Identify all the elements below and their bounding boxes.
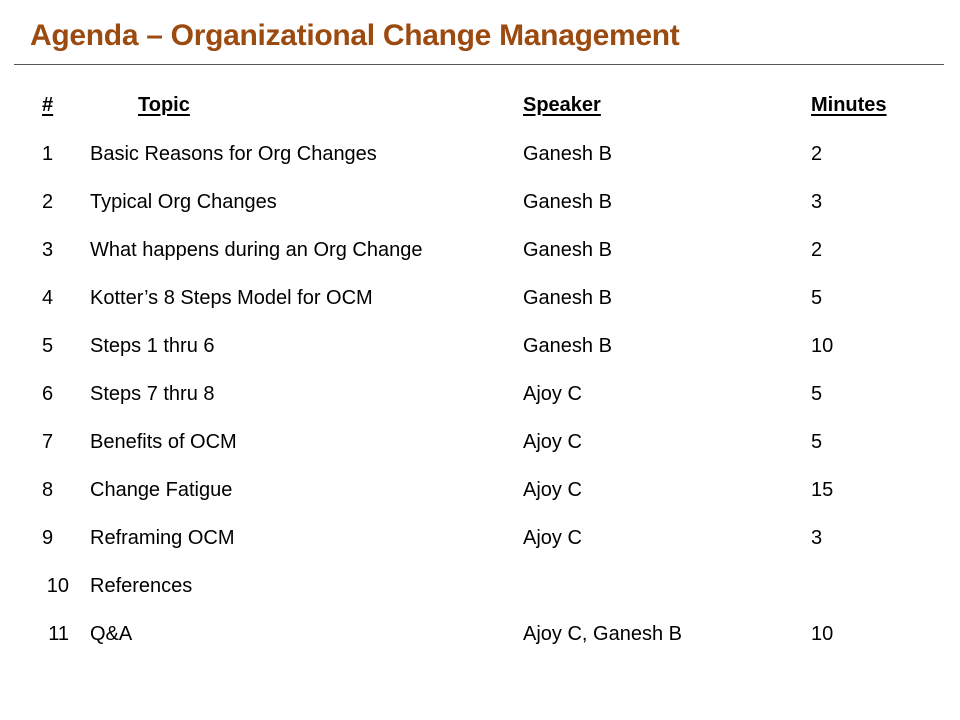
row-minutes: 5 <box>811 287 823 309</box>
row-number: 5 <box>42 335 54 357</box>
row-number: 4 <box>42 287 54 309</box>
table-header-row <box>0 81 960 129</box>
row-number: 6 <box>42 383 54 405</box>
row-speaker: Ajoy C <box>523 383 582 405</box>
row-speaker: Ganesh B <box>523 191 612 213</box>
table-row <box>0 226 960 274</box>
page-title: Agenda – Organizational Change Management <box>30 19 680 52</box>
table-row <box>0 466 960 514</box>
row-speaker: Ajoy C <box>523 527 582 549</box>
row-number: 3 <box>42 239 54 261</box>
row-speaker: Ajoy C, Ganesh B <box>523 623 682 645</box>
header-number: # <box>42 94 54 116</box>
row-minutes: 5 <box>811 383 823 405</box>
row-minutes: 3 <box>811 191 823 213</box>
row-topic: Typical Org Changes <box>90 191 277 213</box>
row-number: 8 <box>42 479 54 501</box>
row-minutes: 3 <box>811 527 823 549</box>
table-row <box>0 562 960 610</box>
row-speaker: Ganesh B <box>523 287 612 309</box>
row-topic: Q&A <box>90 623 133 645</box>
row-minutes: 15 <box>811 479 834 501</box>
row-number: 9 <box>42 527 54 549</box>
row-number: 10 <box>46 575 69 597</box>
row-topic: Steps 1 thru 6 <box>90 335 215 357</box>
row-speaker: Ganesh B <box>523 335 612 357</box>
table-row <box>0 370 960 418</box>
row-topic: Kotter’s 8 Steps Model for OCM <box>90 287 373 309</box>
row-number: 7 <box>42 431 54 453</box>
row-speaker: Ajoy C <box>523 431 582 453</box>
row-minutes: 10 <box>811 335 834 357</box>
table-row <box>0 178 960 226</box>
table-row <box>0 514 960 562</box>
row-topic: Steps 7 thru 8 <box>90 383 215 405</box>
table-row <box>0 130 960 178</box>
table-row <box>0 610 960 658</box>
row-speaker: Ajoy C <box>523 479 582 501</box>
row-topic: Reframing OCM <box>90 527 235 549</box>
row-number: 2 <box>42 191 54 213</box>
table-row <box>0 274 960 322</box>
table-row <box>0 418 960 466</box>
row-number: 11 <box>48 623 69 645</box>
header-minutes: Minutes <box>811 94 887 116</box>
row-topic: Basic Reasons for Org Changes <box>90 143 377 165</box>
row-minutes: 2 <box>811 143 823 165</box>
row-topic: Benefits of OCM <box>90 431 237 453</box>
row-topic: What happens during an Org Change <box>90 239 423 261</box>
row-speaker: Ganesh B <box>523 143 612 165</box>
row-minutes: 10 <box>811 623 834 645</box>
row-minutes: 2 <box>811 239 823 261</box>
header-speaker: Speaker <box>523 94 601 116</box>
row-topic: Change Fatigue <box>90 479 233 501</box>
row-number: 1 <box>42 143 54 165</box>
row-speaker: Ganesh B <box>523 239 612 261</box>
row-topic: References <box>90 575 193 597</box>
table-row <box>0 322 960 370</box>
header-topic: Topic <box>138 94 190 116</box>
row-minutes: 5 <box>811 431 823 453</box>
